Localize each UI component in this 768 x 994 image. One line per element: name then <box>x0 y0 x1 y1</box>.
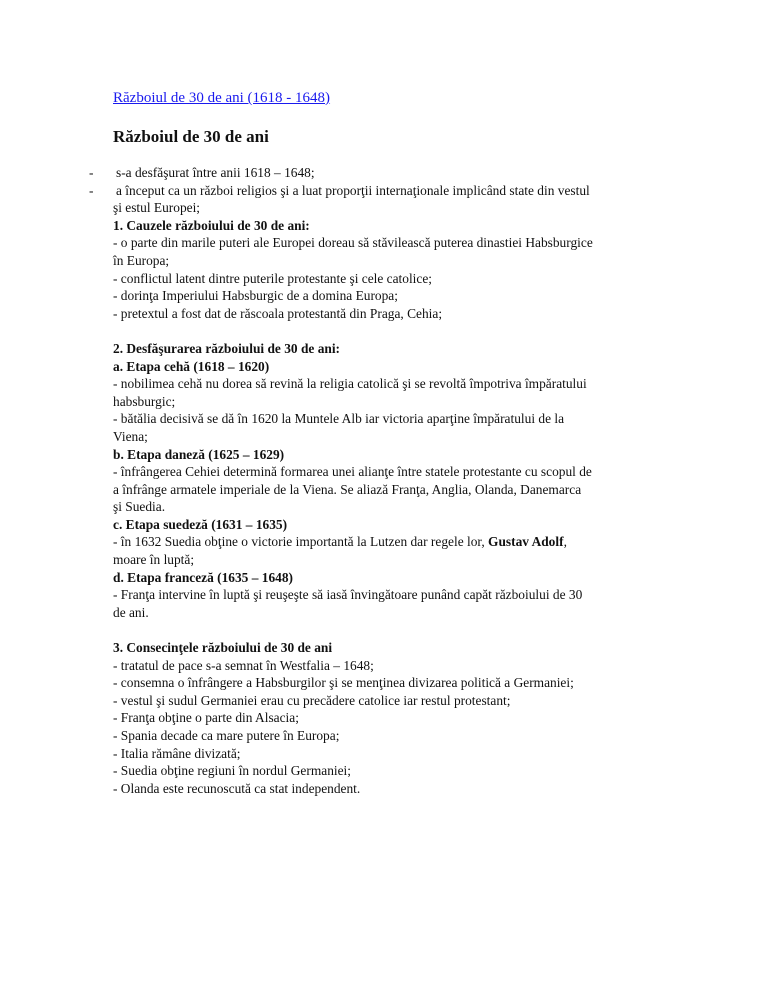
text-line <box>0 533 768 551</box>
text-line: - Franţa intervine în luptă şi reuşeşte să iasă învingătoare punând capăt războiului de 30 <box>113 587 583 603</box>
list-item: - Franţa obţine o parte din Alsacia; <box>113 710 299 726</box>
bullet-dash: - <box>89 165 94 180</box>
spacer <box>0 621 768 639</box>
text-line: şi Suedia. <box>113 499 166 515</box>
text-fragment: , <box>563 534 567 550</box>
text-fragment: - în 1632 Suedia obţine o victorie importantă la Lutzen dar regele lor, <box>113 534 489 550</box>
text-line: - dorinţa Imperiului Habsburgic de a domina Europa; <box>113 288 398 304</box>
list-item: - tratatul de pace s-a semnat în Westfalia – 1648; <box>113 657 374 673</box>
bullet-dash: - <box>89 182 94 198</box>
text-line: - înfrângerea Cehiei determină formarea unei alianţe între statele protestante cu scopul de <box>113 464 592 480</box>
text-line: a înfrânge armatele imperiale de la Viena. Se aliază Franţa, Anglia, Olanda, Danemarca <box>113 481 582 497</box>
text-line: - pretextul a fost dat de răscoala protestantă din Praga, Cehia; <box>113 305 443 321</box>
text-line: moare în luptă; <box>113 552 195 568</box>
bullet-item <box>0 182 768 200</box>
document-body <box>0 164 768 797</box>
subsection-heading-swedish: c. Etapa suedeză (1631 – 1635) <box>113 516 288 532</box>
subsection-heading-danish: b. Etapa daneză (1625 – 1629) <box>113 446 285 462</box>
text-line: - conflictul latent dintre puterile protestante şi cele catolice; <box>113 270 433 286</box>
list-item: - consemna o înfrângere a Habsburgilor şi se menţinea divizarea politică a Germaniei; <box>113 675 574 691</box>
section-heading-consequences: 3. Consecinţele războiului de 30 de ani <box>113 640 333 656</box>
text-line: - o parte din marile puteri ale Europei doreau să stăvilească puterea dinastiei Habsburgice <box>113 235 593 251</box>
article-link[interactable]: Războiul de 30 de ani (1618 - 1648) <box>113 90 331 106</box>
text-line: habsburgic; <box>113 393 176 409</box>
bullet-continuation: şi estul Europei; <box>113 200 201 216</box>
list-item: - Suedia obţine regiuni în nordul Germaniei; <box>113 763 351 779</box>
list-item: - Olanda este recunoscută ca stat independent. <box>113 780 361 796</box>
list-item: - vestul şi sudul Germaniei erau cu precădere catolice iar restul protestant; <box>113 692 511 708</box>
bullet-text: s-a desfăşurat între anii 1618 – 1648; <box>116 165 315 180</box>
list-item: - Spania decade ca mare putere în Europa; <box>113 728 340 743</box>
text-line: de ani. <box>113 604 149 620</box>
text-line: - nobilimea cehă nu dorea să revină la religia catolică şi se revoltă împotriva împăratului <box>113 376 587 392</box>
spacer <box>0 322 768 340</box>
bullet-item <box>0 164 768 182</box>
text-line: - bătălia decisivă se dă în 1620 la Muntele Alb iar victoria aparţine împăratului de la <box>113 411 565 427</box>
text-line: în Europa; <box>113 252 170 268</box>
bullet-text: a început ca un război religios şi a luat proporţii internaţionale implicând state din vestul <box>116 182 590 198</box>
list-item: - Italia rămâne divizată; <box>113 745 241 761</box>
text-line: Viena; <box>113 428 148 444</box>
section-heading-course: 2. Desfăşurarea războiului de 30 de ani: <box>113 340 341 356</box>
subsection-heading-french: d. Etapa franceză (1635 – 1648) <box>113 569 294 585</box>
document-title: Războiul de 30 de ani <box>113 127 269 146</box>
king-name: Gustav Adolf <box>488 534 564 550</box>
section-heading-causes: 1. Cauzele războiului de 30 de ani: <box>113 217 310 233</box>
subsection-heading-czech: a. Etapa cehă (1618 – 1620) <box>113 358 270 374</box>
